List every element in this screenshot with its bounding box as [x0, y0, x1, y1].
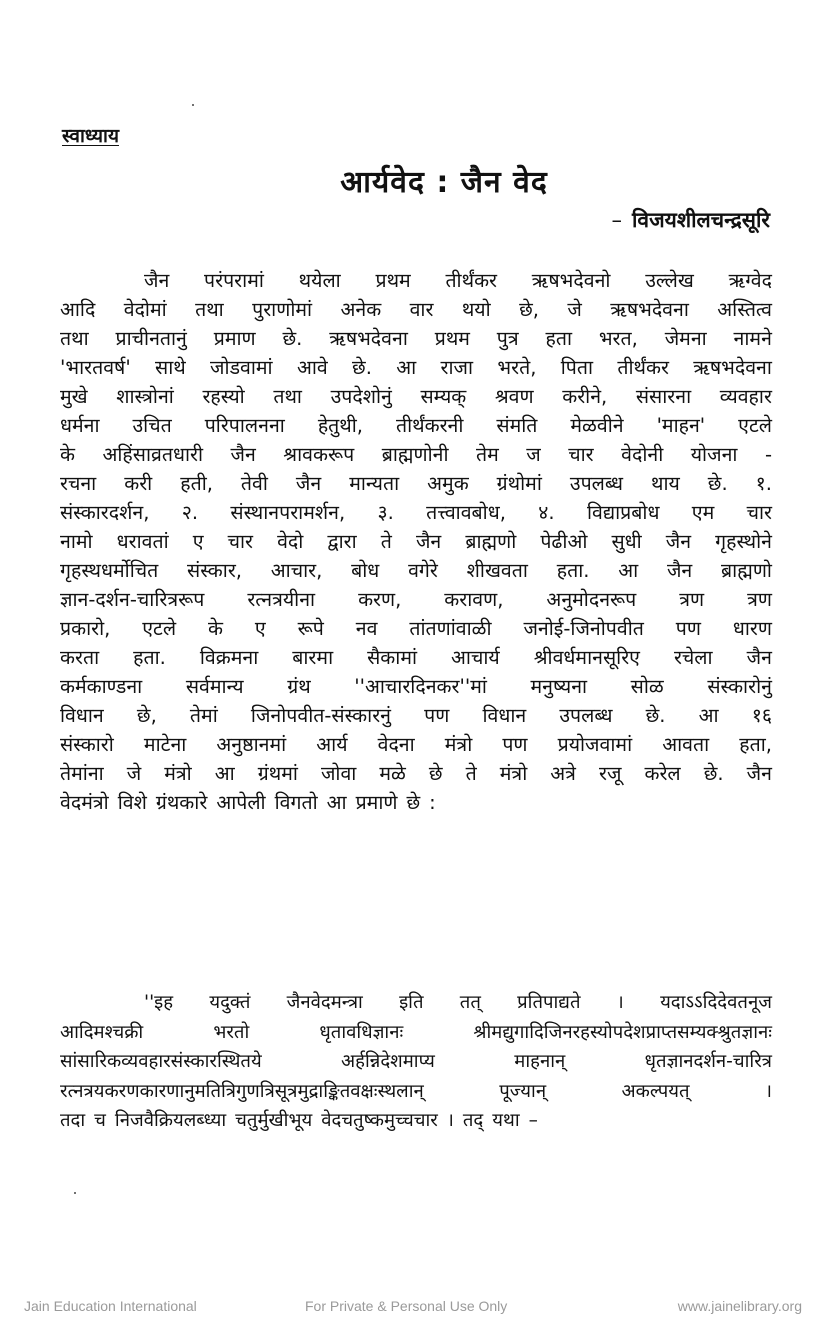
word: माहनान्	[514, 1051, 566, 1072]
word: विधान	[60, 704, 104, 727]
word: मंत्रो	[444, 733, 473, 756]
word: सम्यक्	[420, 385, 467, 408]
word: तांतणांवाळी	[409, 617, 492, 640]
word: मंत्रो	[164, 762, 192, 785]
word: तेमां	[189, 704, 218, 727]
word: प्रमाणे	[355, 791, 398, 814]
word: राजा	[440, 356, 474, 379]
word: वेदमंत्रो	[60, 791, 109, 814]
word: छे.	[282, 327, 303, 350]
word: तथा	[273, 385, 302, 408]
word: प्रमाण	[213, 327, 256, 350]
word: धारण	[732, 617, 772, 640]
word: यदाऽऽदिदेवतनूज	[660, 992, 772, 1013]
word: पण	[502, 733, 528, 756]
body-paragraph	[60, 266, 772, 817]
word: थाय	[650, 472, 680, 495]
text-line	[60, 440, 772, 469]
word: संस्कारो	[60, 733, 114, 756]
word: जैन	[144, 269, 170, 292]
word: आ	[396, 356, 417, 379]
word: प्रतिपाद्यते	[517, 992, 581, 1013]
word: आचार्य	[451, 646, 500, 669]
word: १.	[755, 472, 772, 495]
word: श्रवण	[494, 385, 534, 408]
text-line	[60, 382, 772, 411]
word: जैन	[665, 530, 692, 553]
word: अमुक	[427, 472, 469, 495]
word: वेदचतुष्कमुच्चचार	[321, 1110, 438, 1131]
footer-website-link[interactable]: www.jainelibrary.org	[677, 1298, 802, 1314]
word: परिपालनना	[204, 414, 285, 437]
word: श्रीवर्धमानसूरिए	[533, 646, 640, 669]
word: प्रथम	[434, 327, 470, 350]
word: रचना	[60, 472, 97, 495]
author-byline	[611, 206, 770, 234]
word: निजवैक्रियलब्ध्या	[114, 1110, 227, 1131]
author-dash: –	[611, 208, 622, 232]
word: अनेक	[340, 298, 382, 321]
word: संमति	[496, 414, 538, 437]
word: तत्	[459, 992, 481, 1013]
word: ।	[446, 1110, 454, 1131]
word: जनोई-जिनोपवीत	[523, 617, 644, 640]
word: जैन	[746, 762, 772, 785]
word: जैन	[415, 530, 442, 553]
text-line	[60, 266, 772, 295]
word: संस्कार,	[187, 559, 242, 582]
word: गृहस्थधर्मोचित	[60, 559, 159, 582]
word: श्रीमद्युगादिजिनरहस्योपदेशप्राप्तसम्यक्श्रुतज्ञानः	[473, 1021, 772, 1043]
text-line	[60, 1047, 772, 1077]
word: 'भारतवर्ष'	[60, 356, 131, 379]
word: बोध	[351, 559, 380, 582]
word: आवे	[296, 356, 328, 379]
word: ऋषभदेवना	[329, 327, 408, 350]
word: पिता	[560, 356, 594, 379]
word: पेढीओ	[540, 530, 588, 553]
word: जैनवेदमन्त्रा	[286, 992, 363, 1013]
word: एटले	[142, 617, 177, 640]
word: विगतो	[274, 791, 318, 814]
word: आ	[326, 791, 347, 814]
word: शीखवता	[466, 559, 528, 582]
word: मनुष्यना	[530, 675, 588, 698]
word: रहस्यो	[202, 385, 245, 408]
word: श्रावकरूप	[283, 443, 355, 466]
word: रचेला	[673, 646, 713, 669]
word: आर्य	[316, 733, 348, 756]
word: आ	[618, 559, 639, 582]
word: भरत,	[598, 327, 638, 350]
word: एटले	[738, 414, 772, 437]
word: तद्	[462, 1110, 484, 1131]
text-line	[60, 759, 772, 788]
word: आपेली	[216, 791, 266, 814]
word: उपलब्ध	[559, 704, 613, 727]
word: कर्मकाण्डना	[60, 675, 143, 698]
word: हती,	[180, 472, 213, 495]
word: करण,	[358, 588, 402, 611]
word: छे	[406, 791, 421, 814]
word: वेदोमां	[123, 298, 167, 321]
word: तेमांना	[60, 762, 104, 785]
word: तदा	[60, 1110, 86, 1131]
text-line	[60, 1106, 772, 1136]
word: इति	[399, 992, 424, 1013]
word: रूपे	[297, 617, 324, 640]
word: संस्कारदर्शन,	[60, 501, 150, 524]
word: जे	[126, 762, 142, 785]
word: करी	[124, 472, 153, 495]
word: चार	[568, 443, 594, 466]
word: ते	[465, 762, 477, 785]
text-line	[60, 730, 772, 759]
word: जे	[567, 298, 582, 321]
word: छे	[428, 762, 443, 785]
word: ''इह	[144, 992, 174, 1013]
word: छे.	[707, 472, 728, 495]
word: वगेरे	[408, 559, 438, 582]
word: ज	[526, 443, 541, 466]
footer-usage-note: For Private & Personal Use Only	[305, 1298, 508, 1314]
word: धर्मना	[60, 414, 100, 437]
word: आ	[214, 762, 235, 785]
word: त्रण	[747, 588, 772, 611]
word: ब्राह्मणो	[721, 559, 772, 582]
word: तीर्थंकर	[445, 269, 498, 292]
word: तथा	[60, 327, 89, 350]
word: जोवा	[320, 762, 357, 785]
word: ग्रंथकारे	[155, 791, 208, 814]
sanskrit-quote	[60, 988, 772, 1136]
word: भरते,	[497, 356, 537, 379]
word: पण	[424, 704, 450, 727]
word: हेतुथी,	[317, 414, 364, 437]
word: सुधी	[611, 530, 642, 553]
word: करावण,	[444, 588, 504, 611]
word: सैकामां	[367, 646, 418, 669]
word: तेवी	[240, 472, 268, 495]
word: मान्यता	[349, 472, 400, 495]
text-line	[60, 643, 772, 672]
word: प्रथम	[375, 269, 411, 292]
word: ए	[192, 530, 204, 553]
word: सोळ	[630, 675, 664, 698]
word: ''आचारदिनकर''मां	[354, 675, 487, 698]
text-line	[60, 988, 772, 1018]
word: भरतो	[213, 1021, 250, 1043]
word: थयेला	[298, 269, 341, 292]
word: के	[60, 443, 75, 466]
word: ऋषभदेवना	[610, 298, 689, 321]
word: चार	[746, 501, 772, 524]
word: बारमा	[292, 646, 334, 669]
word: अनुमोदनरूप	[546, 588, 637, 611]
word: तेम	[476, 443, 499, 466]
word: हता,	[739, 733, 772, 756]
word: पूज्यान्	[499, 1080, 547, 1102]
word: के	[208, 617, 223, 640]
word: आदि	[60, 298, 96, 321]
word: वार	[409, 298, 434, 321]
word: ए	[254, 617, 266, 640]
word: ऋषभदेवना	[693, 356, 772, 379]
text-line	[60, 324, 772, 353]
word: उपलब्ध	[569, 472, 623, 495]
word: ब्राह्मणोनी	[381, 443, 449, 466]
word: अत्रे	[550, 762, 576, 785]
word: प्रकारो,	[60, 617, 111, 640]
word: वेदोनी	[621, 443, 664, 466]
word: सांसारिकव्यवहारसंस्कारस्थितये	[60, 1051, 262, 1072]
word: आचार,	[270, 559, 323, 582]
word: करता	[60, 646, 100, 669]
text-line	[60, 527, 772, 556]
word: च	[94, 1110, 106, 1131]
word: 'माहन'	[656, 414, 706, 437]
word: विशे	[117, 791, 147, 814]
word: साथे	[155, 356, 186, 379]
word: धरावतां	[116, 530, 169, 553]
text-line	[60, 1077, 772, 1107]
text-line	[60, 469, 772, 498]
word: हता.	[556, 559, 590, 582]
word: वेदना	[377, 733, 415, 756]
word: रजू	[598, 762, 622, 785]
word: नव	[355, 617, 378, 640]
footer-publisher: Jain Education International	[24, 1298, 197, 1314]
word: चतुर्मुखीभूय	[235, 1110, 313, 1131]
word: योजना	[690, 443, 738, 466]
article-title: आर्यवेद : जैन वेद	[340, 165, 548, 200]
word: नामो	[60, 530, 93, 553]
text-line	[60, 556, 772, 585]
word: आ	[698, 704, 719, 727]
word: उपदेशोनुं	[330, 385, 392, 408]
word: ज्ञान-दर्शन-चारित्ररूप	[60, 588, 205, 611]
word: ग्रंथमां	[257, 762, 298, 785]
word: सर्वमान्य	[185, 675, 244, 698]
word: त्रण	[679, 588, 705, 611]
word: अहिंसाव्रतधारी	[102, 443, 204, 466]
word: विधान	[482, 704, 527, 727]
word: द्वारा	[327, 530, 357, 553]
word: चार	[227, 530, 254, 553]
word: आवता	[662, 733, 710, 756]
word: करेल	[644, 762, 681, 785]
word: छे,	[519, 298, 539, 321]
text-line	[60, 498, 772, 527]
word: जैन	[230, 443, 256, 466]
word: धृतावधिज्ञानः	[319, 1021, 404, 1043]
word: -	[764, 443, 772, 466]
word: तीर्थंकरनी	[395, 414, 464, 437]
word: पुत्र	[496, 327, 519, 350]
author-name: विजयशीलचन्द्रसूरि	[631, 208, 770, 232]
word: ४.	[538, 501, 555, 524]
word: परंपरामां	[204, 269, 264, 292]
word: संस्थानपरामर्शन,	[230, 501, 346, 524]
text-line	[60, 614, 772, 643]
word: जोडवामां	[210, 356, 273, 379]
word: पुराणोमां	[252, 298, 313, 321]
word: अस्तित्व	[717, 298, 772, 321]
word: उचित	[132, 414, 172, 437]
word: यदुक्तं	[209, 992, 251, 1013]
word: धृतज्ञानदर्शन-चारित्र	[644, 1051, 772, 1072]
word: संसारना	[635, 385, 692, 408]
word: व्यवहार	[719, 385, 772, 408]
text-line	[60, 701, 772, 730]
word: ऋषभदेवनो	[531, 269, 611, 292]
word: ग्रंथोमां	[496, 472, 542, 495]
word: रत्नत्रयीना	[247, 588, 316, 611]
text-line	[60, 295, 772, 324]
word: –	[528, 1110, 538, 1131]
word: मेळवीने	[570, 414, 624, 437]
word: उल्लेख	[645, 269, 694, 292]
word: १६	[751, 704, 772, 727]
word: तत्त्वावबोध,	[426, 501, 506, 524]
word: जैन	[666, 559, 693, 582]
word: अनुष्ठानमां	[216, 733, 287, 756]
word: ।	[764, 1080, 772, 1102]
word: अकल्पयत्	[621, 1080, 690, 1102]
word: पण	[675, 617, 701, 640]
word: छे,	[136, 704, 157, 727]
word: तथा	[195, 298, 224, 321]
word: प्रयोजवामां	[557, 733, 633, 756]
word: यथा	[492, 1110, 520, 1131]
word: शास्त्रोनां	[116, 385, 174, 408]
word: आदिमश्चक्री	[60, 1021, 144, 1043]
word: छे.	[645, 704, 666, 727]
word: मळे	[379, 762, 406, 785]
text-line	[60, 411, 772, 440]
word: छे.	[703, 762, 724, 785]
word: विक्रमना	[199, 646, 259, 669]
word: विद्याप्रबोध	[586, 501, 660, 524]
word: तीर्थंकर	[617, 356, 669, 379]
word: वेदो	[277, 530, 304, 553]
word: २.	[181, 501, 199, 524]
word: जेमना	[664, 327, 707, 350]
word: छे.	[352, 356, 372, 379]
text-line	[60, 788, 772, 817]
text-line	[60, 353, 772, 382]
word: संस्कारोनुं	[707, 675, 772, 698]
word: नामने	[733, 327, 772, 350]
word: ।	[616, 992, 624, 1013]
word: एम	[691, 501, 715, 524]
section-label: स्वाध्याय	[62, 125, 119, 147]
word: गृहस्थोने	[715, 530, 772, 553]
word: माटेना	[143, 733, 187, 756]
scan-speck	[74, 1192, 76, 1194]
word: करीने,	[562, 385, 608, 408]
word: ३.	[377, 501, 394, 524]
word: मंत्रो	[499, 762, 528, 785]
word: ब्राह्मणो	[465, 530, 517, 553]
word: थयो	[461, 298, 491, 321]
text-line	[60, 672, 772, 701]
word: मुखे	[60, 385, 88, 408]
text-line	[60, 585, 772, 614]
word: हता	[545, 327, 572, 350]
word: हता.	[133, 646, 166, 669]
word: अर्हन्निदेशमाप्य	[341, 1051, 435, 1072]
word: जिनोपवीत-संस्कारनुं	[250, 704, 391, 727]
word: :	[429, 791, 436, 814]
text-line	[60, 1018, 772, 1048]
word: ग्रंथ	[287, 675, 311, 698]
word: ते	[380, 530, 392, 553]
word: जैन	[746, 646, 772, 669]
word: रत्नत्रयकरणकारणानुमतित्रिगुणत्रिसूत्रमुद्राङ्कितवक्षःस्थलान्	[60, 1080, 424, 1102]
scan-speck	[192, 104, 194, 106]
word: प्राचीनतानुं	[115, 327, 187, 350]
word: जैन	[295, 472, 322, 495]
word: ऋग्वेद	[728, 269, 772, 292]
